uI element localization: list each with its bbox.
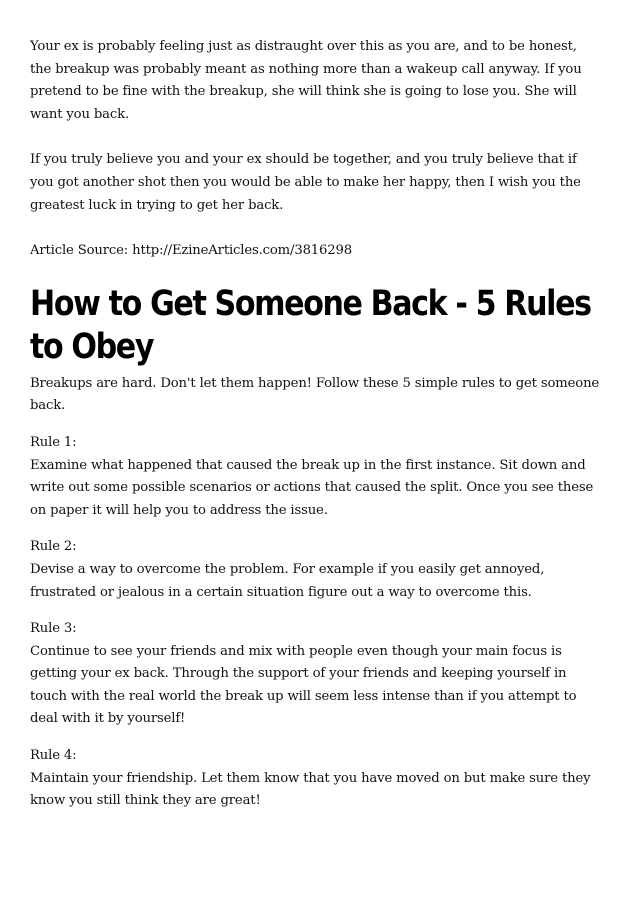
rule-text: Devise a way to overcome the problem. For example if you easily get annoyed, frustrated or jealous in a certain situation figure out a way to overcome this. xyxy=(30,561,545,600)
rule-label: Rule 4: xyxy=(30,748,77,764)
article-source: Article Source: http://EzineArticles.com/3816298 xyxy=(30,243,353,259)
rule-label: Rule 2: xyxy=(30,539,77,555)
document-page xyxy=(30,36,600,827)
rule-label: Rule 3: xyxy=(30,621,77,637)
rule-3 xyxy=(30,618,600,731)
rule-1 xyxy=(30,432,600,522)
rule-text: Maintain your friendship. Let them know that you have moved on but make sure they know you still think they are great! xyxy=(30,770,591,809)
rule-label: Rule 1: xyxy=(30,434,77,450)
paragraph-get-her-back: If you truly believe you and your ex should be together, and you truly believe that if you got another shot then you would be able to make her happy, then I wish you the greatest luck in trying to get her back. xyxy=(30,152,581,213)
article-title: How to Get Someone Back - 5 Rules to Obey xyxy=(30,283,591,367)
article-intro: Breakups are hard. Don't let them happen! Follow these 5 simple rules to get someone back. xyxy=(30,375,600,414)
paragraph-ex-feelings: Your ex is probably feeling just as distraught over this as you are, and to be honest, the breakup was probably meant as nothing more than a wakeup call anyway. If you pretend to be fine with the breakup, she will think she is going to lose you. She will want you back. xyxy=(30,39,582,122)
rule-text: Continue to see your friends and mix with people even though your main focus is getting your ex back. Through the support of your friends and keeping yourself in touch with the real world the break up will seem less intense than if you attempt to deal with it by yourself! xyxy=(30,643,577,727)
rule-4 xyxy=(30,745,600,813)
rule-text: Examine what happened that caused the break up in the first instance. Sit down and write out some possible scenarios or actions that caused the split. Once you see these on paper it will help you to address the issue. xyxy=(30,457,594,518)
rule-2 xyxy=(30,536,600,604)
